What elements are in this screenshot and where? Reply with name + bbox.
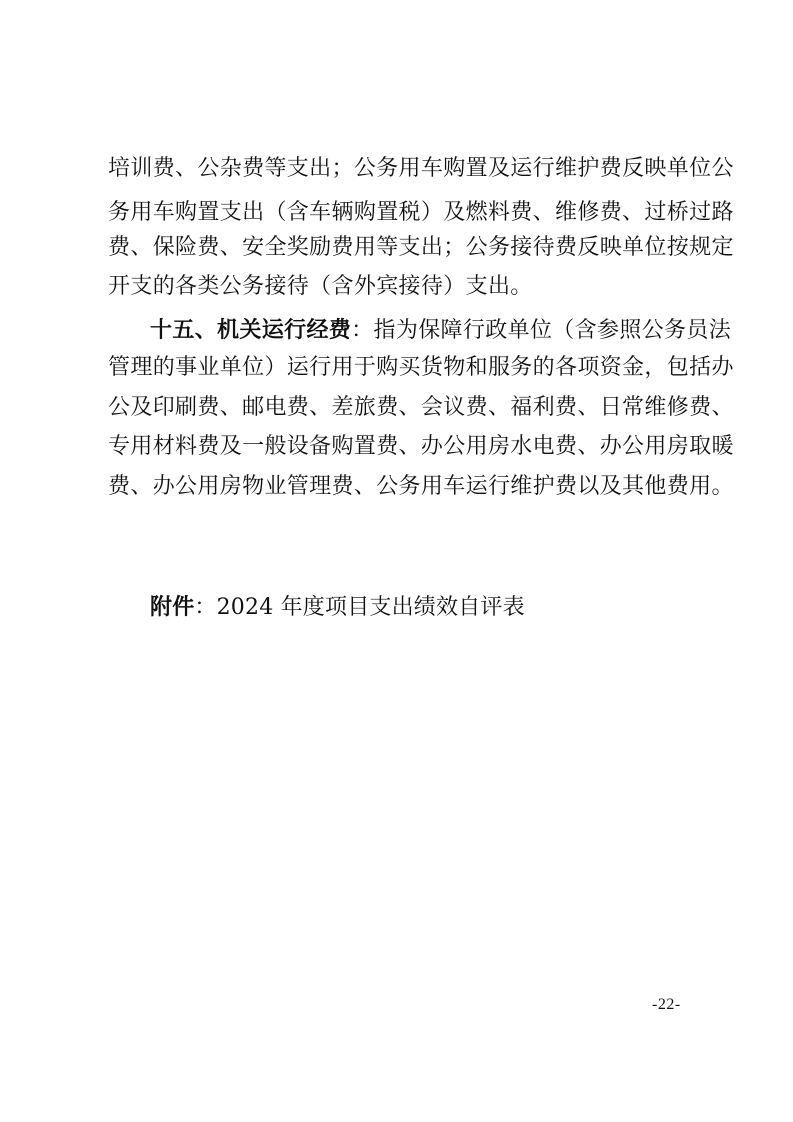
section-text: ：指为保障行政单位（含参照公务员法 bbox=[351, 318, 732, 343]
paragraph-line: 务用车购置支出（含车辆购置税）及燃料费、维修费、过桥过路 bbox=[108, 200, 734, 225]
paragraph-line: 开支的各类公务接待（含外宾接待）支出。 bbox=[108, 274, 533, 299]
page-number: -22- bbox=[652, 996, 681, 1013]
section-heading: 十五、机关运行经费 bbox=[150, 318, 352, 343]
paragraph-line: 费、办公用房物业管理费、公务用车运行维护费以及其他费用。 bbox=[108, 474, 734, 499]
paragraph-line: 公及印刷费、邮电费、差旅费、会议费、福利费、日常维修费、 bbox=[108, 395, 734, 420]
attachment-line bbox=[150, 594, 740, 622]
paragraph-line: 费、保险费、安全奖励费用等支出；公务接待费反映单位按规定 bbox=[108, 235, 734, 260]
paragraph-line: 培训费、公杂费等支出；公务用车购置及运行维护费反映单位公 bbox=[108, 156, 734, 181]
paragraph-line: 管理的事业单位）运行用于购买货物和服务的各项资金，包括办 bbox=[108, 355, 734, 380]
attachment-label: 附件 bbox=[150, 595, 195, 620]
attachment-title: ：2024 年度项目支出绩效自评表 bbox=[194, 595, 525, 620]
section-heading-line bbox=[150, 317, 740, 345]
paragraph-line: 专用材料费及一般设备购置费、办公用房水电费、办公用房取暖 bbox=[108, 434, 734, 459]
